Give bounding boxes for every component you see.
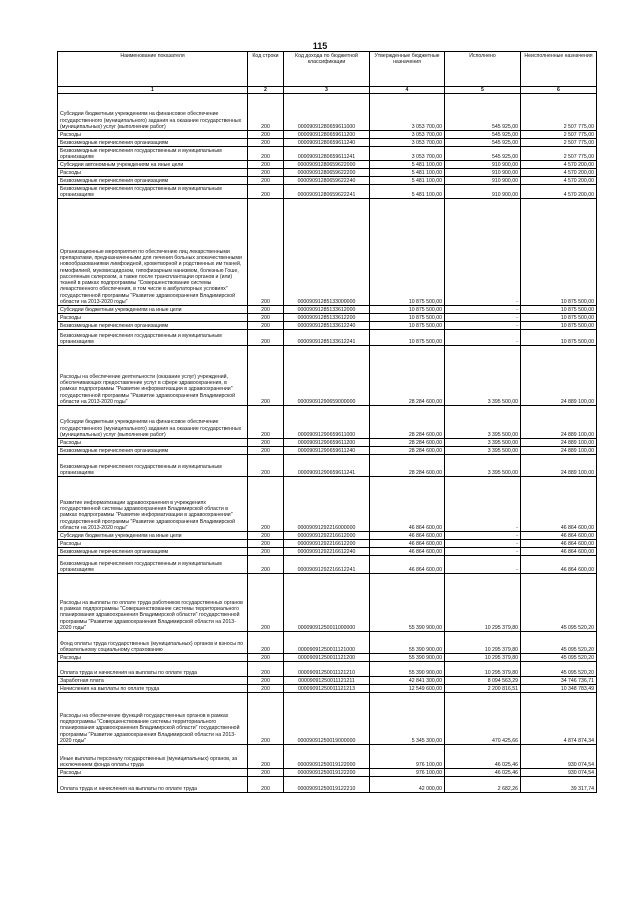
column-number: 2 (248, 87, 284, 94)
indicator-name-cell: Безвозмездные перечисления государственным и муниципальным организациям (58, 330, 248, 346)
classification-code-cell: 00009091292216612241 (284, 556, 370, 574)
unexecuted-cell: 24 889 100,00 (521, 439, 597, 447)
indicator-name-cell: Расходы на обеспечение функций государственных органов в рамках подпрограммы "Совершенствование системы территориального планирования здравоохранения Владимирской области" государственной программы "Развитие здравоохранения Владимирской области на 2013-2020 годы" (58, 693, 248, 745)
classification-code-cell: 00009091280659622241 (284, 185, 370, 199)
approved-cell: 3 053 700,00 (370, 139, 445, 147)
table-row (58, 477, 597, 532)
table-row (58, 306, 597, 314)
approved-cell: 42 000,00 (370, 777, 445, 793)
classification-code-cell: 00009091250019122000 (284, 745, 370, 769)
executed-cell: 910 900,00 (445, 177, 521, 185)
executed-cell: 910 900,00 (445, 169, 521, 177)
row-code-cell: 200 (248, 346, 284, 406)
row-code-cell: 200 (248, 147, 284, 161)
table-row (58, 131, 597, 139)
indicator-name-cell: Расходы (58, 654, 248, 662)
unexecuted-cell: 10 875 500,00 (521, 314, 597, 322)
executed-cell: 545 925,00 (445, 147, 521, 161)
header-approved: Утвержденные бюджетные назначения (370, 52, 445, 87)
indicator-name-cell: Оплата труда и начисления на выплаты по оплате труда (58, 662, 248, 677)
executed-cell: 10 295 379,80 (445, 574, 521, 632)
table-row (58, 314, 597, 322)
indicator-name-cell: Безвозмездные перечисления организациям (58, 139, 248, 147)
indicator-name-cell: Субсидии бюджетным учреждениям на иные цели (58, 306, 248, 314)
unexecuted-cell: 46 864 600,00 (521, 548, 597, 556)
indicator-name-cell: Субсидии бюджетным учреждениям на финансовое обеспечение государственного (муниципального) задания на оказание государственных (муниципальных) услуг (выполнение работ) (58, 406, 248, 439)
classification-code-cell: 00009091280659611000 (284, 94, 370, 131)
approved-cell: 5 481 100,00 (370, 161, 445, 169)
unexecuted-cell: 4 874 874,34 (521, 693, 597, 745)
table-row (58, 199, 597, 306)
classification-code-cell: 00009091292216612200 (284, 540, 370, 548)
executed-cell: 8 094 563,29 (445, 677, 521, 685)
budget-report-table (57, 51, 597, 793)
approved-cell: 10 875 500,00 (370, 306, 445, 314)
row-code-cell: 200 (248, 169, 284, 177)
classification-code-cell: 00009091290659000000 (284, 346, 370, 406)
approved-cell: 55 390 900,00 (370, 632, 445, 654)
approved-cell: 12 549 600,00 (370, 685, 445, 693)
unexecuted-cell: 2 507 775,00 (521, 131, 597, 139)
table-row (58, 777, 597, 793)
classification-code-cell: 00009091250011121211 (284, 677, 370, 685)
row-code-cell: 200 (248, 131, 284, 139)
unexecuted-cell: 45 095 520,20 (521, 654, 597, 662)
classification-code-cell: 00009091290659611000 (284, 406, 370, 439)
unexecuted-cell: 4 570 200,00 (521, 185, 597, 199)
approved-cell: 3 053 700,00 (370, 131, 445, 139)
indicator-name-cell: Развитие информатизации здравоохранения в учреждениях государственной системы здравоохранения Владимирской области в рамках подпрограммы "Развитие информатизации в здравоохранении" государственной программы "Развитие здравоохранения Владимирской области на 2013-2020 годы" (58, 477, 248, 532)
unexecuted-cell: 46 864 600,00 (521, 540, 597, 548)
classification-code-cell: 00009091285133612240 (284, 322, 370, 330)
row-code-cell: 200 (248, 769, 284, 777)
executed-cell: - (445, 306, 521, 314)
header-classification-code: Код дохода по бюджетной классификации (284, 52, 370, 87)
unexecuted-cell: 45 095 520,20 (521, 574, 597, 632)
table-row (58, 455, 597, 477)
row-code-cell: 200 (248, 677, 284, 685)
indicator-name-cell: Оплата труда и начисления на выплаты по оплате труда (58, 777, 248, 793)
table-header-row (58, 52, 597, 87)
unexecuted-cell: 2 507 775,00 (521, 147, 597, 161)
unexecuted-cell: 46 864 600,00 (521, 532, 597, 540)
unexecuted-cell: 24 889 100,00 (521, 406, 597, 439)
indicator-name-cell: Расходы (58, 314, 248, 322)
unexecuted-cell: 2 507 775,00 (521, 139, 597, 147)
table-row (58, 548, 597, 556)
executed-cell: - (445, 330, 521, 346)
indicator-name-cell: Субсидии автономным учреждениям на иные цели (58, 161, 248, 169)
classification-code-cell: 00009091285133612000 (284, 306, 370, 314)
column-number: 5 (445, 87, 521, 94)
row-code-cell: 200 (248, 139, 284, 147)
classification-code-cell: 00009091250011121200 (284, 654, 370, 662)
indicator-name-cell: Иные выплаты персоналу государственных (муниципальных) органов, за исключением фонда оплаты труда (58, 745, 248, 769)
classification-code-cell: 00009091280659622200 (284, 169, 370, 177)
classification-code-cell: 00009091285133612241 (284, 330, 370, 346)
indicator-name-cell: Расходы на выплаты по оплате труда работников государственных органов в рамках подпрограммы "Совершенствование системы территориального планирования здравоохранения Владимирской области" государственной программы "Развитие здравоохранения Владимирской области на 2013-2020 годы" (58, 574, 248, 632)
classification-code-cell: 00009091280659622000 (284, 161, 370, 169)
indicator-name-cell: Субсидии бюджетным учреждениям на иные цели (58, 532, 248, 540)
unexecuted-cell: 24 889 100,00 (521, 455, 597, 477)
approved-cell: 3 053 700,00 (370, 94, 445, 131)
indicator-name-cell: Расходы (58, 540, 248, 548)
table-row (58, 654, 597, 662)
executed-cell: - (445, 548, 521, 556)
indicator-name-cell: Безвозмездные перечисления организациям (58, 548, 248, 556)
table-row (58, 161, 597, 169)
classification-code-cell: 00009091292216000000 (284, 477, 370, 532)
executed-cell: 3 395 500,00 (445, 439, 521, 447)
indicator-name-cell: Безвозмездные перечисления государственным и муниципальным организациям (58, 185, 248, 199)
classification-code-cell: 00009091280659622240 (284, 177, 370, 185)
approved-cell: 55 390 900,00 (370, 654, 445, 662)
row-code-cell: 200 (248, 654, 284, 662)
unexecuted-cell: 4 570 200,00 (521, 169, 597, 177)
row-code-cell: 200 (248, 306, 284, 314)
executed-cell: - (445, 314, 521, 322)
approved-cell: 46 864 600,00 (370, 556, 445, 574)
table-row (58, 632, 597, 654)
indicator-name-cell: Расходы (58, 169, 248, 177)
classification-code-cell: 00009091250011121000 (284, 632, 370, 654)
unexecuted-cell: 2 507 775,00 (521, 94, 597, 131)
executed-cell: 10 295 379,80 (445, 654, 521, 662)
approved-cell: 28 284 600,00 (370, 406, 445, 439)
executed-cell: 3 395 500,00 (445, 346, 521, 406)
approved-cell: 3 053 700,00 (370, 147, 445, 161)
approved-cell: 28 284 600,00 (370, 455, 445, 477)
executed-cell: 3 395 500,00 (445, 406, 521, 439)
executed-cell: 545 925,00 (445, 139, 521, 147)
table-row (58, 685, 597, 693)
header-unexecuted: Неисполненные назначения (521, 52, 597, 87)
unexecuted-cell: 10 875 500,00 (521, 330, 597, 346)
table-row (58, 532, 597, 540)
table-row (58, 406, 597, 439)
indicator-name-cell: Безвозмездные перечисления организациям (58, 447, 248, 455)
unexecuted-cell: 24 889 100,00 (521, 447, 597, 455)
approved-cell: 5 481 100,00 (370, 169, 445, 177)
approved-cell: 976 100,00 (370, 769, 445, 777)
unexecuted-cell: 45 095 520,20 (521, 632, 597, 654)
classification-code-cell: 00009091285133000000 (284, 199, 370, 306)
table-row (58, 139, 597, 147)
executed-cell: 470 425,66 (445, 693, 521, 745)
executed-cell: 910 900,00 (445, 161, 521, 169)
column-number-row (58, 87, 597, 94)
executed-cell: 46 025,46 (445, 769, 521, 777)
unexecuted-cell: 46 864 600,00 (521, 477, 597, 532)
row-code-cell: 200 (248, 540, 284, 548)
approved-cell: 5 345 300,00 (370, 693, 445, 745)
executed-cell: - (445, 556, 521, 574)
executed-cell: 545 925,00 (445, 131, 521, 139)
classification-code-cell: 00009091250019000000 (284, 693, 370, 745)
row-code-cell: 200 (248, 447, 284, 455)
table-row (58, 185, 597, 199)
table-row (58, 540, 597, 548)
classification-code-cell: 00009091292216612240 (284, 548, 370, 556)
header-row-code: Код строки (248, 52, 284, 87)
approved-cell: 46 864 600,00 (370, 532, 445, 540)
unexecuted-cell: 930 074,54 (521, 769, 597, 777)
approved-cell: 42 841 300,00 (370, 677, 445, 685)
table-row (58, 94, 597, 131)
row-code-cell: 200 (248, 199, 284, 306)
executed-cell: 2 200 816,51 (445, 685, 521, 693)
unexecuted-cell: 45 095 520,20 (521, 662, 597, 677)
classification-code-cell: 00009091250019122200 (284, 769, 370, 777)
unexecuted-cell: 930 074,54 (521, 745, 597, 769)
table-row (58, 745, 597, 769)
indicator-name-cell: Расходы на обеспечение деятельности (оказание услуг) учреждений, обеспечивающих предоставление услуг в сфере здравоохранения, в рамках подпрограммы "Развитие информатизации в здравоохранении" государственной программы "Развитие здравоохранения Владимирской области на 2013-2020 годы" (58, 346, 248, 406)
table-row (58, 439, 597, 447)
classification-code-cell: 00009091290659611240 (284, 447, 370, 455)
executed-cell: - (445, 477, 521, 532)
indicator-name-cell: Безвозмездные перечисления государственным и муниципальным организациям (58, 147, 248, 161)
indicator-name-cell: Заработная плата (58, 677, 248, 685)
row-code-cell: 200 (248, 330, 284, 346)
executed-cell: 10 295 379,80 (445, 632, 521, 654)
classification-code-cell: 00009091250011121213 (284, 685, 370, 693)
column-number: 6 (521, 87, 597, 94)
table-row (58, 662, 597, 677)
unexecuted-cell: 4 570 200,00 (521, 161, 597, 169)
classification-code-cell: 00009091290659611200 (284, 439, 370, 447)
approved-cell: 28 284 600,00 (370, 439, 445, 447)
classification-code-cell: 00009091292216612000 (284, 532, 370, 540)
row-code-cell: 200 (248, 532, 284, 540)
table-row (58, 169, 597, 177)
indicator-name-cell: Расходы (58, 769, 248, 777)
executed-cell: - (445, 322, 521, 330)
row-code-cell: 200 (248, 314, 284, 322)
classification-code-cell: 00009091280659611241 (284, 147, 370, 161)
executed-cell: 2 682,26 (445, 777, 521, 793)
row-code-cell: 200 (248, 548, 284, 556)
row-code-cell: 200 (248, 685, 284, 693)
header-indicator-name: Наименование показателя (58, 52, 248, 87)
table-row (58, 177, 597, 185)
executed-cell: 545 925,00 (445, 94, 521, 131)
executed-cell: 3 395 500,00 (445, 455, 521, 477)
indicator-name-cell: Расходы (58, 131, 248, 139)
table-row (58, 574, 597, 632)
row-code-cell: 200 (248, 693, 284, 745)
row-code-cell: 200 (248, 477, 284, 532)
approved-cell: 46 864 600,00 (370, 548, 445, 556)
approved-cell: 46 864 600,00 (370, 477, 445, 532)
approved-cell: 55 390 900,00 (370, 662, 445, 677)
column-number: 3 (284, 87, 370, 94)
approved-cell: 10 875 500,00 (370, 199, 445, 306)
classification-code-cell: 00009091290659611241 (284, 455, 370, 477)
approved-cell: 5 481 100,00 (370, 177, 445, 185)
approved-cell: 46 864 600,00 (370, 540, 445, 548)
unexecuted-cell: 39 317,74 (521, 777, 597, 793)
row-code-cell: 200 (248, 455, 284, 477)
indicator-name-cell: Фонд оплаты труда государственных (муниципальных) органов и взносы по обязательному социальному страхованию (58, 632, 248, 654)
indicator-name-cell: Субсидии бюджетным учреждениям на финансовое обеспечение государственного (муниципального) задания на оказание государственных (муниципальных) услуг (выполнение работ) (58, 94, 248, 131)
indicator-name-cell: Безвозмездные перечисления государственным и муниципальным организациям (58, 455, 248, 477)
unexecuted-cell: 10 875 500,00 (521, 199, 597, 306)
table-row (58, 147, 597, 161)
table-row (58, 322, 597, 330)
indicator-name-cell: Расходы (58, 439, 248, 447)
classification-code-cell: 00009091280659611240 (284, 139, 370, 147)
executed-cell: 46 025,46 (445, 745, 521, 769)
row-code-cell: 200 (248, 94, 284, 131)
executed-cell: 10 295 379,80 (445, 662, 521, 677)
unexecuted-cell: 46 864 600,00 (521, 556, 597, 574)
indicator-name-cell: Безвозмездные перечисления государственным и муниципальным организациям (58, 556, 248, 574)
approved-cell: 5 481 100,00 (370, 185, 445, 199)
table-row (58, 447, 597, 455)
table-row (58, 677, 597, 685)
table-row (58, 693, 597, 745)
table-row (58, 556, 597, 574)
page-number: 115 (312, 41, 328, 51)
table-row (58, 330, 597, 346)
classification-code-cell: 00009091285133612200 (284, 314, 370, 322)
row-code-cell: 200 (248, 177, 284, 185)
row-code-cell: 200 (248, 439, 284, 447)
classification-code-cell: 00009091250011000000 (284, 574, 370, 632)
approved-cell: 55 390 900,00 (370, 574, 445, 632)
row-code-cell: 200 (248, 745, 284, 769)
unexecuted-cell: 10 875 500,00 (521, 306, 597, 314)
unexecuted-cell: 4 570 200,00 (521, 177, 597, 185)
approved-cell: 976 100,00 (370, 745, 445, 769)
approved-cell: 10 875 500,00 (370, 322, 445, 330)
classification-code-cell: 00009091280659611200 (284, 131, 370, 139)
column-number: 4 (370, 87, 445, 94)
unexecuted-cell: 10 875 500,00 (521, 322, 597, 330)
row-code-cell: 200 (248, 406, 284, 439)
executed-cell: 910 900,00 (445, 185, 521, 199)
indicator-name-cell: Начисления на выплаты по оплате труда (58, 685, 248, 693)
executed-cell: - (445, 540, 521, 548)
table-row (58, 346, 597, 406)
approved-cell: 10 875 500,00 (370, 330, 445, 346)
unexecuted-cell: 34 746 736,71 (521, 677, 597, 685)
table-body (58, 94, 597, 793)
approved-cell: 28 284 600,00 (370, 346, 445, 406)
unexecuted-cell: 10 348 783,49 (521, 685, 597, 693)
table-row (58, 769, 597, 777)
approved-cell: 28 284 600,00 (370, 447, 445, 455)
indicator-name-cell: Безвозмездные перечисления организациям (58, 177, 248, 185)
indicator-name-cell: Безвозмездные перечисления организациям (58, 322, 248, 330)
column-number: 1 (58, 87, 248, 94)
row-code-cell: 200 (248, 574, 284, 632)
row-code-cell: 200 (248, 632, 284, 654)
row-code-cell: 200 (248, 556, 284, 574)
classification-code-cell: 00009091250019122210 (284, 777, 370, 793)
header-executed: Исполнено (445, 52, 521, 87)
executed-cell: - (445, 199, 521, 306)
executed-cell: 3 395 500,00 (445, 447, 521, 455)
indicator-name-cell: Организационные мероприятия по обеспечению лиц лекарственными препаратами, предназначенными для лечения больных злокачественными новообразованиями лимфоидной, кроветворной и родственных им тканей, гемофилией, муковисцидозом, гипофизарным нанизмом, болезнью Гоше, рассеянным склерозом, а также после трансплантации органов и (или) тканей в рамках подпрограммы "Совершенствование системы лекарственного обеспечения, в том числе в амбулаторных условиях" государственной программы "Развитие здравоохранения Владимирской области на 2013-2020 годы" (58, 199, 248, 306)
row-code-cell: 200 (248, 161, 284, 169)
unexecuted-cell: 24 889 100,00 (521, 346, 597, 406)
row-code-cell: 200 (248, 322, 284, 330)
row-code-cell: 200 (248, 777, 284, 793)
executed-cell: - (445, 532, 521, 540)
classification-code-cell: 00009091250011121210 (284, 662, 370, 677)
approved-cell: 10 875 500,00 (370, 314, 445, 322)
row-code-cell: 200 (248, 662, 284, 677)
row-code-cell: 200 (248, 185, 284, 199)
